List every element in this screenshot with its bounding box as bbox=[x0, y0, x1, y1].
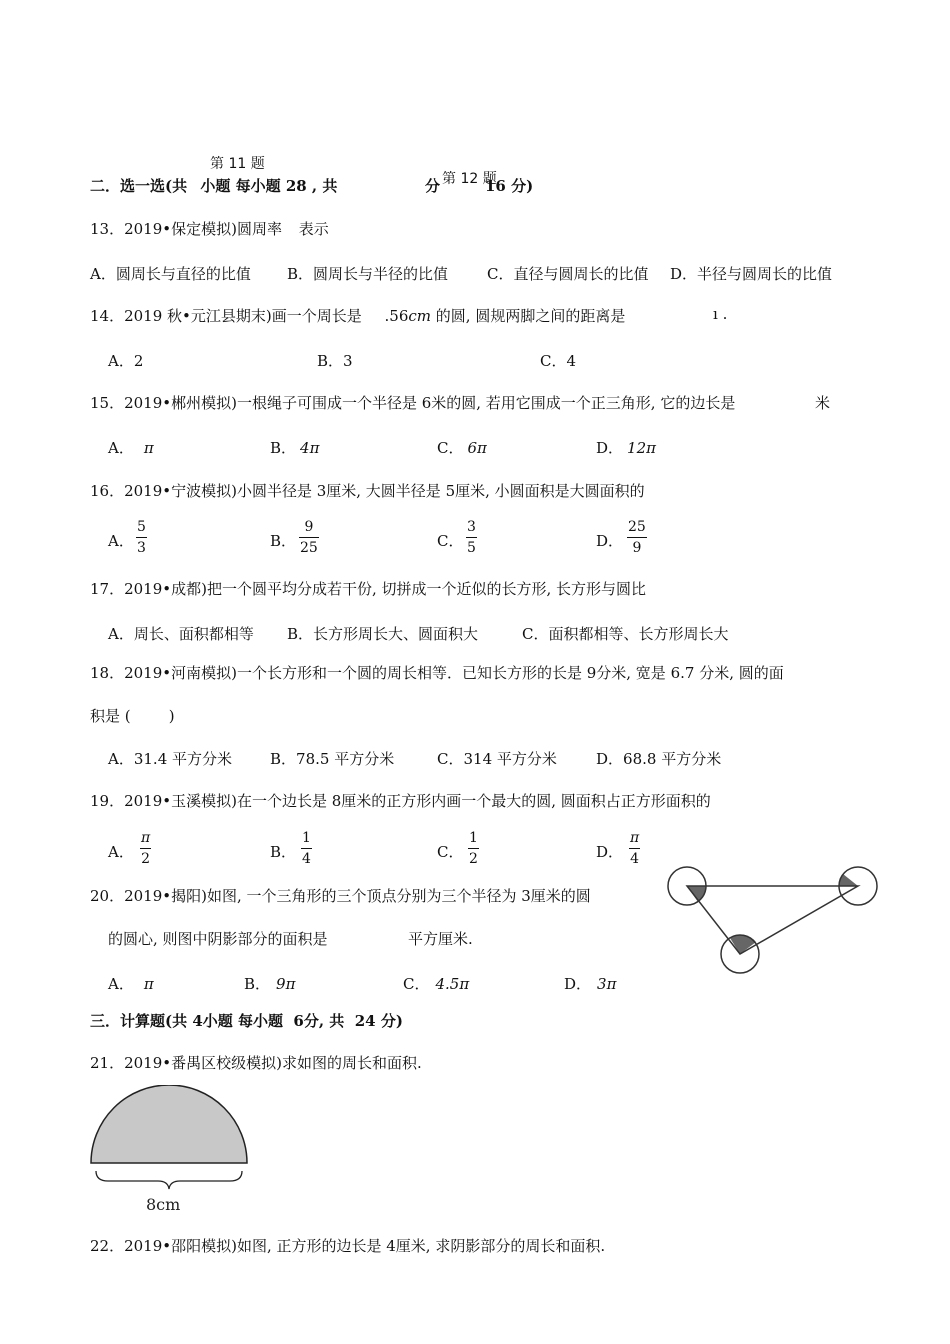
q17-stem: 17．2019•成都)把一个圆平均分成若干份, 切拼成一个近似的长方形, 长方形与圆比 bbox=[90, 580, 647, 598]
q15-a-label: A． bbox=[108, 439, 134, 457]
q21-dimension-label: 8cm bbox=[146, 1195, 181, 1214]
fraction-bar bbox=[136, 537, 147, 538]
q13-option-c: C．直径与圆周长的比值 bbox=[487, 265, 649, 283]
q19-a-num: π bbox=[141, 830, 151, 846]
q19-d-fraction bbox=[629, 830, 640, 867]
q16-d-den: 9 bbox=[632, 540, 642, 556]
q15-b-label: B． bbox=[270, 439, 297, 457]
q13-stem-text: 13．2019•保定模拟)圆周率 bbox=[90, 220, 282, 238]
figure-11-label: 第 11 题 bbox=[210, 156, 265, 172]
q19-a-label: A． bbox=[108, 843, 134, 861]
section-2-title-part5: 16 分) bbox=[485, 177, 534, 195]
q17-option-a: A．周长、面积都相等 bbox=[108, 625, 254, 643]
q20-d-label: D． bbox=[564, 975, 592, 993]
q15-option-d bbox=[596, 437, 656, 458]
q16-d-label: D． bbox=[596, 532, 624, 550]
q20-b-value: 9π bbox=[276, 975, 296, 993]
q20-stem: 20．2019•揭阳)如图, 一个三角形的三个顶点分别为三个半径为 3厘米的圆 bbox=[90, 887, 591, 905]
q18-stem2: 积是 ( ) bbox=[90, 707, 175, 725]
q14-option-b: B．3 bbox=[317, 352, 353, 370]
q16-c-fraction bbox=[466, 519, 477, 556]
fraction-bar bbox=[629, 848, 640, 849]
section-2-title-part2: 小题 bbox=[200, 177, 231, 195]
q15-stem: 15．2019•郴州模拟)一根绳子可围成一个半径是 6米的圆, 若用它围成一个正三角形, 它的边长是 bbox=[90, 394, 736, 412]
q16-b-den: 25 bbox=[300, 540, 318, 556]
q18-option-c: C．314 平方分米 bbox=[437, 750, 557, 768]
q18-option-a: A．31.4 平方分米 bbox=[108, 750, 232, 768]
q19-b-num: 1 bbox=[302, 830, 311, 846]
q13-stem bbox=[90, 218, 329, 239]
q14-option-c: C．4 bbox=[540, 352, 577, 370]
q19-d-label: D． bbox=[596, 843, 624, 861]
q15-option-a bbox=[108, 437, 154, 458]
q20-d-value: 3π bbox=[597, 975, 617, 993]
q18-option-d: D．68.8 平方分米 bbox=[596, 750, 722, 768]
q15-b-value: 4π bbox=[300, 439, 320, 457]
q15-option-b bbox=[270, 437, 319, 458]
q16-a-num: 5 bbox=[137, 519, 146, 535]
q19-b-fraction bbox=[301, 830, 312, 867]
q20-b-label: B． bbox=[244, 975, 271, 993]
q19-d-den: 4 bbox=[630, 851, 640, 867]
q17-option-b: B．长方形周长大、圆面积大 bbox=[287, 625, 479, 643]
q19-a-den: 2 bbox=[141, 851, 151, 867]
q19-b-label: B． bbox=[270, 843, 297, 861]
sector-left bbox=[687, 886, 706, 902]
q16-a-fraction bbox=[136, 519, 147, 556]
section-2-title-part3: 每小题 28 , 共 bbox=[235, 177, 338, 195]
triangle bbox=[687, 886, 858, 954]
q19-b-den: 4 bbox=[302, 851, 311, 867]
q19-c-label: C． bbox=[437, 843, 464, 861]
semicircle bbox=[91, 1085, 247, 1163]
q15-c-label: C． bbox=[437, 439, 464, 457]
section-2-title-part1: 二．选一选(共 bbox=[90, 177, 188, 195]
section-3-title: 三．计算题(共 4小题 每小题 6分, 共 24 分) bbox=[90, 1012, 403, 1030]
q15-d-value: 12π bbox=[627, 439, 656, 457]
q20-option-b bbox=[244, 973, 295, 994]
fraction-bar bbox=[468, 848, 479, 849]
fraction-bar bbox=[301, 848, 312, 849]
q15-c-value: 6π bbox=[467, 439, 487, 457]
q18-stem: 18．2019•河南模拟)一个长方形和一个圆的周长相等．已知长方形的长是 9分米, 宽是 6.7 分米, 圆的面 bbox=[90, 664, 784, 682]
q15-stem-end: 米 bbox=[815, 394, 831, 412]
q21-stem: 21．2019•番禺区校级模拟)求如图的周长和面积. bbox=[90, 1054, 422, 1072]
q16-b-label: B． bbox=[270, 532, 297, 550]
q16-c-den: 5 bbox=[467, 540, 476, 556]
q16-b-num: 9 bbox=[304, 519, 314, 535]
q20-option-c bbox=[403, 973, 469, 994]
q22-stem: 22．2019•邵阳模拟)如图, 正方形的边长是 4厘米, 求阴影部分的周长和面积. bbox=[90, 1237, 606, 1255]
q16-d-fraction bbox=[627, 519, 647, 556]
q13-option-a: A．圆周长与直径的比值 bbox=[90, 265, 251, 283]
q13-option-d: D．半径与圆周长的比值 bbox=[670, 265, 833, 283]
section-2-title-part4: 分 bbox=[425, 177, 441, 195]
q21-semicircle-figure bbox=[88, 1085, 253, 1220]
q20-c-label: C． bbox=[403, 975, 430, 993]
q16-c-label: C． bbox=[437, 532, 464, 550]
q16-b-fraction bbox=[299, 519, 319, 556]
fraction-bar bbox=[466, 537, 477, 538]
q15-a-value: π bbox=[143, 439, 154, 457]
q14-option-a: A．2 bbox=[108, 352, 144, 370]
q20-a-value: π bbox=[143, 975, 154, 993]
q19-d-num: π bbox=[630, 830, 640, 846]
q19-c-num: 1 bbox=[469, 830, 478, 846]
q13-option-b: B．圆周长与半径的比值 bbox=[287, 265, 449, 283]
q16-a-den: 3 bbox=[137, 540, 146, 556]
fraction-bar bbox=[140, 848, 151, 849]
q20-triangle-figure bbox=[660, 860, 890, 980]
q19-c-den: 2 bbox=[469, 851, 478, 867]
q14-stem-a: 14．2019 秋•元江县期末)画一个周长是 bbox=[90, 307, 362, 325]
fraction-bar bbox=[299, 537, 319, 538]
q20-a-label: A． bbox=[108, 975, 134, 993]
fraction-bar bbox=[627, 537, 647, 538]
q14-stem-b: .56 bbox=[384, 307, 409, 325]
q15-option-c bbox=[437, 437, 487, 458]
q17-option-c: C．面积都相等、长方形周长大 bbox=[522, 625, 729, 643]
q16-stem: 16．2019•宁波模拟)小圆半径是 3厘米, 大圆半径是 5厘米, 小圆面积是大圆面积的 bbox=[90, 482, 645, 500]
q14-stem bbox=[90, 305, 625, 326]
q14-stem-c: 的圆, 圆规两脚之间的距离是 bbox=[435, 307, 626, 325]
q16-c-num: 3 bbox=[467, 519, 476, 535]
q19-c-fraction bbox=[468, 830, 479, 867]
q14-stem-unit: cm bbox=[408, 307, 431, 325]
section-2-title bbox=[90, 175, 337, 196]
q20-option-a bbox=[108, 973, 154, 994]
q20-c-value: 4.5π bbox=[435, 975, 470, 993]
q16-d-num: 25 bbox=[628, 519, 646, 535]
q16-a-label: A． bbox=[108, 532, 134, 550]
q18-option-b: B．78.5 平方分米 bbox=[270, 750, 395, 768]
sector-bottom bbox=[730, 935, 756, 954]
q20-stem2-end: 平方厘米. bbox=[408, 930, 473, 948]
q14-stem-d: ı . bbox=[713, 305, 728, 323]
dimension-brace bbox=[96, 1171, 242, 1189]
q15-d-label: D． bbox=[596, 439, 624, 457]
q20-stem2: 的圆心, 则图中阴影部分的面积是 bbox=[108, 930, 328, 948]
q19-stem: 19．2019•玉溪模拟)在一个边长是 8厘米的正方形内画一个最大的圆, 圆面积占正方形面积的 bbox=[90, 792, 711, 810]
q13-stem-end: 表示 bbox=[298, 220, 329, 238]
q19-a-fraction bbox=[140, 830, 151, 867]
figure-12-label: 第 12 题 bbox=[442, 171, 497, 187]
q20-option-d bbox=[564, 973, 616, 994]
